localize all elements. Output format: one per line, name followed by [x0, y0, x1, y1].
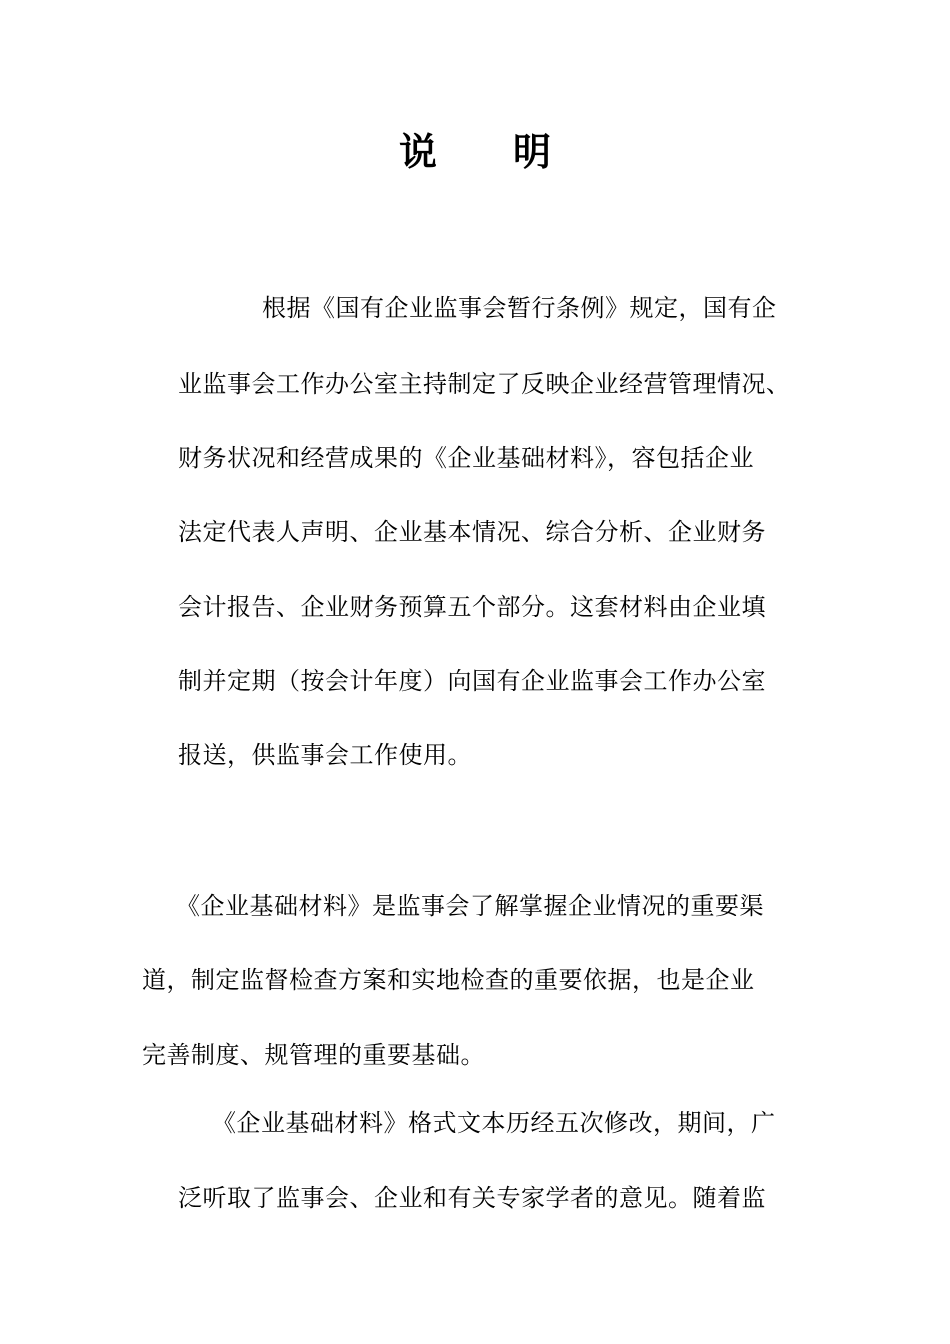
paragraph-1-line-2: 业监事会工作办公室主持制定了反映企业经营管理情况、: [178, 370, 791, 398]
paragraph-1-line-3: 财务状况和经营成果的《企业基础材料》，容包括企业: [178, 444, 754, 472]
document-title: 说 明: [398, 130, 551, 174]
paragraph-3-line-1: 《企业基础材料》格式文本历经五次修改，期间，广: [212, 1109, 776, 1137]
paragraph-1-line-6: 制并定期（按会计年度）向国有企业监事会工作办公室: [178, 667, 766, 695]
paragraph-1-line-4: 法定代表人声明、企业基本情况、综合分析、企业财务: [178, 518, 766, 546]
paragraph-3-line-2: 泛听取了监事会、企业和有关专家学者的意见。随着监: [178, 1184, 766, 1212]
paragraph-2-line-1: 《企业基础材料》是监事会了解掌握企业情况的重要渠: [176, 892, 764, 920]
paragraph-1-line-1: 根据《国有企业监事会暂行条例》规定，国有企: [262, 294, 777, 322]
paragraph-1-line-5: 会计报告、企业财务预算五个部分。这套材料由企业填: [178, 593, 766, 621]
paragraph-2-line-3: 完善制度、规管理的重要基础。: [142, 1041, 485, 1069]
paragraph-2-line-2: 道，制定监督检查方案和实地检查的重要依据，也是企业: [142, 966, 755, 994]
paragraph-1-line-7: 报送，供监事会工作使用。: [178, 741, 472, 769]
